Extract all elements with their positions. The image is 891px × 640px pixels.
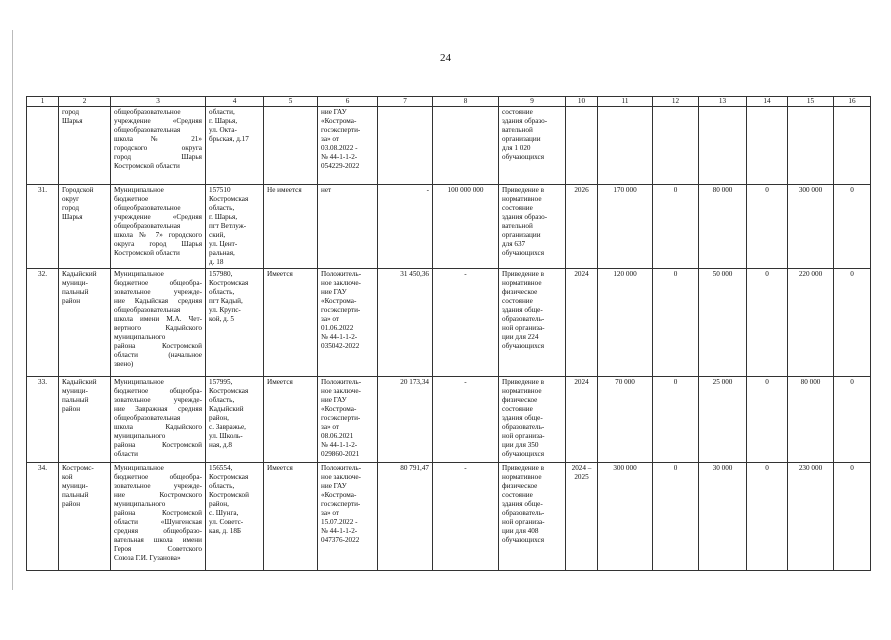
cell-col-16: 0 (834, 377, 871, 463)
cell-text-line: образователь- (502, 423, 545, 431)
column-number-row (27, 97, 871, 107)
cell-address (206, 107, 264, 185)
cell-budget (433, 107, 499, 185)
cell-text-line: Положитель- (321, 464, 362, 472)
cell-total: 70 000 (598, 377, 653, 463)
table-row (27, 269, 871, 377)
cell-text-line: № 44-1-1-2- (321, 441, 358, 449)
cell-text-line: школа № 7» городского (114, 231, 202, 239)
cell-text-line: ние Завражная средняя (114, 405, 202, 413)
cell-text-line: обучающихся (502, 450, 545, 458)
cell-text-line: д. 18 (209, 258, 224, 266)
cell-text-line: ции для 408 (502, 527, 539, 535)
cell-text-line: 047376-2022 (321, 536, 360, 544)
cell-text-line: зовательное учрежде- (114, 396, 202, 404)
cell-text-line: для 1 020 (502, 144, 531, 152)
cell-text-line: для 637 (502, 240, 526, 248)
cell-text-line: вательной (502, 126, 533, 134)
cell-text-line: образователь- (502, 509, 545, 517)
cell-col-14: 0 (747, 377, 788, 463)
cell-text-line: здания обще- (502, 306, 543, 314)
cell-text-line: муници- (62, 279, 88, 287)
cell-col-12 (653, 107, 699, 185)
cell-address (206, 463, 264, 571)
cell-text-line: зовательное учрежде- (114, 482, 202, 490)
table-row (27, 107, 871, 185)
cell-text-line: здания образо- (502, 117, 548, 125)
cell-municipality (59, 107, 111, 185)
cell-text-line: физическое (502, 482, 538, 490)
cell-text-line: «Кострома- (321, 491, 357, 499)
cell-number: 31. (27, 185, 59, 269)
cell-text-line: обучающихся (502, 536, 545, 544)
column-number: 6 (318, 97, 378, 107)
cell-text-line: нормативное (502, 195, 542, 203)
cell-number: 34. (27, 463, 59, 571)
cell-text-line: области, (209, 108, 235, 116)
cell-text-line: госэксперти- (321, 414, 361, 422)
cell-text-line: района Костромской (114, 342, 202, 350)
cell-col-12: 0 (653, 269, 699, 377)
cell-address (206, 377, 264, 463)
cell-municipality (59, 377, 111, 463)
cell-text-line: ул. Школь- (209, 432, 243, 440)
cell-col-15: 80 000 (788, 377, 834, 463)
cell-estimated-cost (378, 107, 433, 185)
cell-expertise (318, 463, 378, 571)
cell-text-line: ние ГАУ (321, 288, 347, 296)
cell-text-line: Положитель- (321, 270, 362, 278)
cell-text-line: № 44-1-1-2- (321, 333, 358, 341)
cell-text-line: муници- (62, 482, 88, 490)
cell-text-line: Шарья (62, 213, 83, 221)
cell-col-16: 0 (834, 185, 871, 269)
column-number: 10 (566, 97, 598, 107)
cell-text-line: г. Шарья, (209, 117, 238, 125)
cell-text-line: общеобразовательная (114, 222, 181, 230)
cell-text-line: Костромской области (114, 162, 180, 170)
cell-text-line: город Шарья (114, 153, 202, 161)
column-number: 8 (433, 97, 499, 107)
cell-number (27, 107, 59, 185)
cell-col-13: 25 000 (699, 377, 747, 463)
cell-text-line: звено) (114, 360, 134, 368)
cell-text-line: Союза Г.И. Гузанова» (114, 554, 181, 562)
column-number: 12 (653, 97, 699, 107)
cell-col-13: 50 000 (699, 269, 747, 377)
cell-total: 170 000 (598, 185, 653, 269)
cell-col-16: 0 (834, 269, 871, 377)
cell-col-13: 80 000 (699, 185, 747, 269)
cell-text-line: за» от (321, 423, 340, 431)
cell-text-line: ной организа- (502, 518, 545, 526)
cell-text-line: школа № 21» (114, 135, 202, 143)
cell-text-line: ский, (209, 231, 226, 239)
cell-estimated-cost: 20 173,34 (378, 377, 433, 463)
cell-text-line: Костромская (209, 279, 249, 287)
cell-text-line: бюджетное общеобра- (114, 473, 202, 481)
cell-total: 120 000 (598, 269, 653, 377)
cell-text-line: 157995, (209, 378, 233, 386)
cell-text-line: зовательное учрежде- (114, 288, 202, 296)
cell-text-line: организации (502, 135, 541, 143)
cell-text-line: муници- (62, 387, 88, 395)
cell-total: 300 000 (598, 463, 653, 571)
cell-col-15 (788, 107, 834, 185)
cell-text-line: физическое (502, 396, 538, 404)
cell-estimated-cost: 80 791,47 (378, 463, 433, 571)
cell-text-line: пальный (62, 396, 89, 404)
cell-text-line: состояние (502, 204, 533, 212)
cell-text-line: вертного Кадыйского (114, 324, 202, 332)
cell-text-line: общеобразовательное (114, 108, 181, 116)
cell-text-line: 156554, (209, 464, 233, 472)
cell-text-line: Городской (62, 186, 94, 194)
cell-text-line: Костромская (209, 473, 249, 481)
cell-col-12: 0 (653, 185, 699, 269)
cell-budget: 100 000 000 (433, 185, 499, 269)
cell-text-line: ной организа- (502, 324, 545, 332)
column-number: 9 (499, 97, 566, 107)
cell-text-line: кой, д. 5 (209, 315, 235, 323)
cell-text-line: организации (502, 231, 541, 239)
cell-text-line: «Кострома- (321, 117, 357, 125)
column-number: 2 (59, 97, 111, 107)
cell-text-line: Костромская (209, 195, 249, 203)
cell-col-14 (747, 107, 788, 185)
cell-text-line: школа Кадыйского (114, 423, 202, 431)
cell-col-15: 220 000 (788, 269, 834, 377)
cell-text-line: кая, д. 18Б (209, 527, 242, 535)
cell-text-line: общеобразовательная (114, 414, 181, 422)
cell-text-line: район, (209, 500, 229, 508)
cell-address (206, 185, 264, 269)
cell-purpose (499, 107, 566, 185)
cell-purpose (499, 463, 566, 571)
cell-text-line: Кадыйский (209, 405, 244, 413)
cell-number: 33. (27, 377, 59, 463)
cell-text-line: 2024 – (571, 464, 592, 472)
cell-text-line: состояние (502, 297, 533, 305)
cell-estimated-cost: 31 450,36 (378, 269, 433, 377)
cell-text-line: 15.07.2022 - (321, 518, 358, 526)
cell-text-line: Кадыйский (62, 378, 97, 386)
cell-text-line: пальный (62, 288, 89, 296)
table-row (27, 463, 871, 571)
column-number: 4 (206, 97, 264, 107)
cell-institution (111, 269, 206, 377)
cell-documentation (264, 107, 318, 185)
cell-text-line: общеобразовательное (114, 204, 181, 212)
cell-documentation: Имеется (264, 463, 318, 571)
cell-text-line: пальный (62, 491, 89, 499)
cell-col-16 (834, 107, 871, 185)
cell-text-line: область, (209, 482, 235, 490)
cell-text-line: ние ГАУ (321, 108, 347, 116)
cell-text-line: здания образо- (502, 213, 548, 221)
cell-municipality (59, 463, 111, 571)
cell-text-line: Костромская (209, 387, 249, 395)
cell-text-line: район (62, 500, 81, 508)
cell-col-16: 0 (834, 463, 871, 571)
cell-budget: - (433, 269, 499, 377)
cell-institution (111, 463, 206, 571)
cell-year (566, 269, 598, 377)
cell-text-line: Героя Советского (114, 545, 202, 553)
cell-text-line: нет (321, 186, 332, 194)
cell-text-line: область, (209, 396, 235, 404)
cell-text-line: 157980, (209, 270, 233, 278)
cell-text-line: бюджетное общеобра- (114, 279, 202, 287)
projects-table (26, 96, 871, 571)
cell-year (566, 377, 598, 463)
column-number: 5 (264, 97, 318, 107)
cell-text-line: муниципального (114, 333, 166, 341)
cell-text-line: средняя общеобразо- (114, 527, 202, 535)
cell-text-line: 2024 (574, 378, 589, 386)
cell-text-line: «Кострома- (321, 297, 357, 305)
cell-text-line: ная, д.8 (209, 441, 232, 449)
cell-text-line: 035042-2022 (321, 342, 360, 350)
cell-text-line: с. Завражье, (209, 423, 246, 431)
cell-text-line: здания обще- (502, 414, 543, 422)
cell-text-line: Кадыйский (62, 270, 97, 278)
cell-text-line: Муниципальное (114, 270, 164, 278)
cell-text-line: физическое (502, 288, 538, 296)
cell-expertise (318, 377, 378, 463)
cell-budget: - (433, 463, 499, 571)
cell-estimated-cost: - (378, 185, 433, 269)
cell-text-line: муниципального (114, 432, 166, 440)
cell-text-line: 2024 (574, 270, 589, 278)
cell-text-line: ние Кадыйская средняя (114, 297, 202, 305)
cell-col-13: 30 000 (699, 463, 747, 571)
cell-col-15: 230 000 (788, 463, 834, 571)
cell-text-line: Шарья (62, 117, 83, 125)
cell-text-line: за» от (321, 135, 340, 143)
column-number: 13 (699, 97, 747, 107)
cell-total (598, 107, 653, 185)
cell-text-line: общеобразовательная (114, 306, 181, 314)
cell-text-line: округа город Шарья (114, 240, 202, 248)
cell-expertise (318, 107, 378, 185)
cell-purpose (499, 269, 566, 377)
cell-text-line: Костромс- (62, 464, 94, 472)
cell-text-line: госэксперти- (321, 500, 361, 508)
cell-year (566, 185, 598, 269)
cell-text-line: бюджетное общеобра- (114, 387, 202, 395)
cell-text-line: ции для 350 (502, 441, 539, 449)
cell-text-line: район, (209, 414, 229, 422)
cell-institution (111, 185, 206, 269)
cell-text-line: № 44-1-1-2- (321, 153, 358, 161)
cell-text-line: «Кострома- (321, 405, 357, 413)
cell-text-line: Костромской (209, 491, 249, 499)
cell-documentation: Имеется (264, 377, 318, 463)
cell-text-line: обучающихся (502, 153, 545, 161)
cell-municipality (59, 185, 111, 269)
cell-documentation: Имеется (264, 269, 318, 377)
column-number: 11 (598, 97, 653, 107)
cell-number: 32. (27, 269, 59, 377)
cell-text-line: Муниципальное (114, 378, 164, 386)
cell-text-line: 2025 (574, 473, 589, 481)
cell-text-line: пгт Ветлуж- (209, 222, 247, 230)
cell-text-line: ное заключе- (321, 279, 361, 287)
page-number: 24 (440, 52, 451, 64)
cell-text-line: город (62, 108, 79, 116)
cell-text-line: обучающихся (502, 342, 545, 350)
cell-text-line: ние ГАУ (321, 482, 347, 490)
cell-text-line: Муниципальное (114, 186, 164, 194)
cell-text-line: ул. Окта- (209, 126, 237, 134)
cell-text-line: вательная школа имени (114, 536, 202, 544)
column-number: 14 (747, 97, 788, 107)
cell-col-12: 0 (653, 463, 699, 571)
cell-expertise (318, 269, 378, 377)
cell-text-line: г. Шарья, (209, 213, 238, 221)
cell-text-line: бюджетное (114, 195, 149, 203)
cell-text-line: вательной (502, 222, 533, 230)
cell-text-line: обучающихся (502, 249, 545, 257)
column-number: 16 (834, 97, 871, 107)
cell-text-line: область, (209, 288, 235, 296)
scan-edge-line (12, 30, 13, 590)
cell-col-12: 0 (653, 377, 699, 463)
cell-text-line: за» от (321, 509, 340, 517)
cell-text-line: пгт Кадый, (209, 297, 243, 305)
cell-text-line: ул. Советс- (209, 518, 244, 526)
cell-text-line: ние ГАУ (321, 396, 347, 404)
cell-text-line: ул. Крупс- (209, 306, 241, 314)
cell-text-line: 08.06.2021 (321, 432, 354, 440)
cell-text-line: ции для 224 (502, 333, 539, 341)
cell-text-line: кой (62, 473, 73, 481)
cell-year (566, 107, 598, 185)
column-number: 15 (788, 97, 834, 107)
cell-text-line: Костромской области (114, 249, 180, 257)
cell-text-line: ное заключе- (321, 473, 361, 481)
cell-text-line: ральная, (209, 249, 235, 257)
cell-text-line: ние Костромского (114, 491, 202, 499)
cell-text-line: области «Шунгенская (114, 518, 202, 526)
cell-expertise (318, 185, 378, 269)
cell-text-line: 01.06.2022 (321, 324, 354, 332)
cell-purpose (499, 185, 566, 269)
cell-text-line: Приведение в (502, 186, 544, 194)
cell-text-line: № 44-1-1-2- (321, 527, 358, 535)
cell-text-line: 029860-2021 (321, 450, 360, 458)
cell-text-line: Приведение в (502, 464, 544, 472)
cell-address (206, 269, 264, 377)
cell-purpose (499, 377, 566, 463)
cell-text-line: с. Шунга, (209, 509, 239, 517)
cell-text-line: 054229-2022 (321, 162, 360, 170)
cell-text-line: области (114, 450, 139, 458)
cell-text-line: область, (209, 204, 235, 212)
cell-text-line: госэксперти- (321, 306, 361, 314)
cell-text-line: Муниципальное (114, 464, 164, 472)
cell-text-line: госэксперти- (321, 126, 361, 134)
cell-text-line: ное заключе- (321, 387, 361, 395)
cell-text-line: муниципального (114, 500, 166, 508)
table-row (27, 377, 871, 463)
cell-institution (111, 377, 206, 463)
cell-text-line: Положитель- (321, 378, 362, 386)
cell-col-14: 0 (747, 463, 788, 571)
cell-col-15: 300 000 (788, 185, 834, 269)
cell-text-line: брьская, д.17 (209, 135, 249, 143)
cell-text-line: нормативное (502, 279, 542, 287)
cell-text-line: городского округа (114, 144, 202, 152)
cell-text-line: город (62, 204, 79, 212)
cell-text-line: 03.08.2022 - (321, 144, 358, 152)
table-row (27, 185, 871, 269)
column-number: 1 (27, 97, 59, 107)
cell-year (566, 463, 598, 571)
cell-text-line: школа имени М.А. Чет- (114, 315, 202, 323)
cell-text-line: области (начальное (114, 351, 202, 359)
cell-text-line: образователь- (502, 315, 545, 323)
cell-text-line: состояние (502, 405, 533, 413)
cell-text-line: района Костромской (114, 441, 202, 449)
cell-text-line: район (62, 405, 81, 413)
cell-text-line: здания обще- (502, 500, 543, 508)
cell-text-line: учреждение «Средняя (114, 117, 202, 125)
cell-text-line: округ (62, 195, 80, 203)
cell-col-14: 0 (747, 185, 788, 269)
cell-col-14: 0 (747, 269, 788, 377)
cell-text-line: 157510 (209, 186, 231, 194)
cell-text-line: за» от (321, 315, 340, 323)
cell-text-line: нормативное (502, 387, 542, 395)
cell-text-line: Приведение в (502, 270, 544, 278)
cell-documentation: Не имеется (264, 185, 318, 269)
cell-text-line: ул. Цент- (209, 240, 238, 248)
cell-text-line: район (62, 297, 81, 305)
cell-col-13 (699, 107, 747, 185)
cell-text-line: состояние (502, 108, 533, 116)
cell-text-line: учреждение «Средняя (114, 213, 202, 221)
cell-text-line: района Костромской (114, 509, 202, 517)
cell-text-line: 2026 (574, 186, 589, 194)
cell-text-line: нормативное (502, 473, 542, 481)
cell-text-line: общеобразовательная (114, 126, 181, 134)
cell-municipality (59, 269, 111, 377)
cell-text-line: Приведение в (502, 378, 544, 386)
column-number: 3 (111, 97, 206, 107)
cell-text-line: состояние (502, 491, 533, 499)
cell-budget: - (433, 377, 499, 463)
cell-institution (111, 107, 206, 185)
column-number: 7 (378, 97, 433, 107)
cell-text-line: ной организа- (502, 432, 545, 440)
